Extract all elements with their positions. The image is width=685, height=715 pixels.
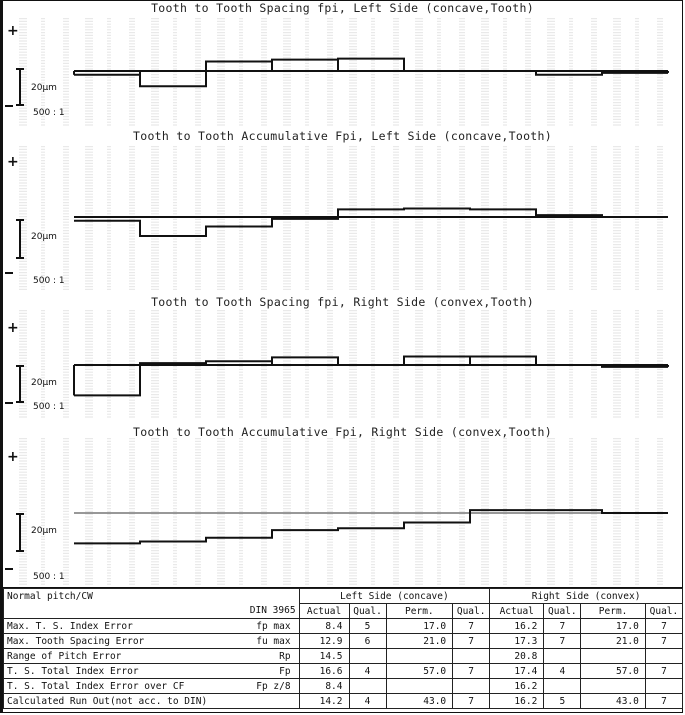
col-qual: Qual. (453, 604, 490, 619)
row-label: Max. Tooth Spacing Error (4, 634, 231, 649)
row-label: Max. T. S. Index Error (4, 619, 231, 634)
cell-l-pqual: 7 (453, 664, 490, 679)
row-symbol: Rp (230, 649, 299, 664)
chart-plot (0, 292, 685, 420)
cell-l-actual: 16.6 (299, 664, 349, 679)
right-side-header: Right Side (convex) (490, 589, 683, 604)
plus-marker: + (7, 449, 19, 465)
row-label: T. S. Total Index Error (4, 664, 231, 679)
cell-l-actual: 14.2 (299, 694, 349, 709)
left-side-header: Left Side (concave) (299, 589, 490, 604)
chart-title: Tooth to Tooth Accumulative Fpi, Right Side (convex,Tooth) (133, 425, 552, 439)
cell-r-qual: 7 (544, 634, 581, 649)
table-header-row-2 (4, 604, 683, 619)
cell-r-pqual: 7 (645, 619, 682, 634)
chart-title: Tooth to Tooth Spacing fpi, Left Side (concave,Tooth) (151, 1, 534, 15)
plus-marker: + (7, 320, 19, 336)
row-label: T. S. Total Index Error over CF (4, 679, 231, 694)
cell-r-perm (581, 679, 646, 694)
cell-r-qual: 5 (544, 694, 581, 709)
table-row (4, 694, 683, 709)
scale-label: 20µm (31, 232, 57, 242)
plus-marker: + (7, 154, 19, 170)
cell-r-perm: 43.0 (581, 694, 646, 709)
ratio-label: 500 : 1 (33, 402, 65, 412)
cell-l-actual: 8.4 (299, 679, 349, 694)
chart-panel-1 (0, 128, 685, 292)
table-title: Normal pitch/CW (4, 589, 300, 604)
cell-l-qual: 5 (349, 619, 386, 634)
chart-panel-3 (0, 420, 685, 588)
table-row (4, 679, 683, 694)
col-qual: Qual. (544, 604, 581, 619)
chart-panel-2 (0, 292, 685, 420)
cell-r-perm: 17.0 (581, 619, 646, 634)
scale-bar (19, 68, 21, 106)
cell-r-pqual (645, 679, 682, 694)
chart-plot (0, 420, 685, 588)
cell-l-actual: 14.5 (299, 649, 349, 664)
row-label: Calculated Run Out(not acc. to DIN) (4, 694, 300, 709)
row-symbol: fu max (230, 634, 299, 649)
ratio-label: 500 : 1 (33, 276, 65, 286)
col-perm: Perm. (386, 604, 453, 619)
cell-l-qual: 4 (349, 664, 386, 679)
cell-r-qual: 7 (544, 619, 581, 634)
cell-l-actual: 12.9 (299, 634, 349, 649)
cell-r-actual: 20.8 (490, 649, 544, 664)
cell-r-actual: 16.2 (490, 619, 544, 634)
row-label: Range of Pitch Error (4, 649, 231, 664)
results-table (3, 588, 683, 709)
scale-label: 20µm (31, 378, 57, 388)
cell-l-perm: 43.0 (386, 694, 453, 709)
col-perm: Perm. (581, 604, 646, 619)
cell-r-pqual: 7 (645, 664, 682, 679)
row-symbol: fp max (230, 619, 299, 634)
cell-l-pqual (453, 679, 490, 694)
cell-l-perm: 57.0 (386, 664, 453, 679)
standard-label: DIN 3965 (4, 604, 300, 619)
scale-label: 20µm (31, 83, 57, 93)
cell-l-qual: 6 (349, 634, 386, 649)
cell-l-perm (386, 679, 453, 694)
cell-l-perm: 21.0 (386, 634, 453, 649)
cell-r-perm: 21.0 (581, 634, 646, 649)
ratio-label: 500 : 1 (33, 572, 65, 582)
table-row (4, 634, 683, 649)
cell-r-perm: 57.0 (581, 664, 646, 679)
minus-marker (5, 402, 13, 404)
minus-marker (5, 105, 13, 107)
table-row (4, 649, 683, 664)
cell-r-actual: 17.4 (490, 664, 544, 679)
cell-l-actual: 8.4 (299, 619, 349, 634)
col-qual: Qual. (645, 604, 682, 619)
cell-l-perm (386, 649, 453, 664)
plus-marker: + (7, 23, 19, 39)
minus-marker (5, 272, 13, 274)
chart-title: Tooth to Tooth Accumulative Fpi, Left Side (concave,Tooth) (133, 129, 552, 143)
cell-l-pqual: 7 (453, 694, 490, 709)
col-actual: Actual (490, 604, 544, 619)
cell-l-perm: 17.0 (386, 619, 453, 634)
minus-marker (5, 568, 13, 570)
chart-plot (0, 0, 685, 128)
scale-bar (19, 365, 21, 403)
cell-r-perm (581, 649, 646, 664)
table-header-row-1 (4, 589, 683, 604)
cell-l-qual: 4 (349, 694, 386, 709)
cell-r-actual: 16.2 (490, 679, 544, 694)
chart-plot (0, 128, 685, 292)
row-symbol: Fp z/8 (230, 679, 299, 694)
scale-bar (19, 513, 21, 552)
cell-l-pqual (453, 649, 490, 664)
cell-r-qual: 4 (544, 664, 581, 679)
cell-r-pqual (645, 649, 682, 664)
table-row (4, 619, 683, 634)
cell-l-qual (349, 649, 386, 664)
scale-bar (19, 219, 21, 259)
table-row (4, 664, 683, 679)
cell-r-actual: 16.2 (490, 694, 544, 709)
cell-r-pqual: 7 (645, 634, 682, 649)
cell-r-pqual: 7 (645, 694, 682, 709)
cell-r-actual: 17.3 (490, 634, 544, 649)
cell-r-qual (544, 679, 581, 694)
col-actual: Actual (299, 604, 349, 619)
scale-label: 20µm (31, 526, 57, 536)
cell-r-qual (544, 649, 581, 664)
col-qual: Qual. (349, 604, 386, 619)
chart-title: Tooth to Tooth Spacing fpi, Right Side (convex,Tooth) (151, 295, 534, 309)
cell-l-pqual: 7 (453, 619, 490, 634)
row-symbol: Fp (230, 664, 299, 679)
cell-l-qual (349, 679, 386, 694)
cell-l-pqual: 7 (453, 634, 490, 649)
chart-panel-0 (0, 0, 685, 128)
ratio-label: 500 : 1 (33, 108, 65, 118)
